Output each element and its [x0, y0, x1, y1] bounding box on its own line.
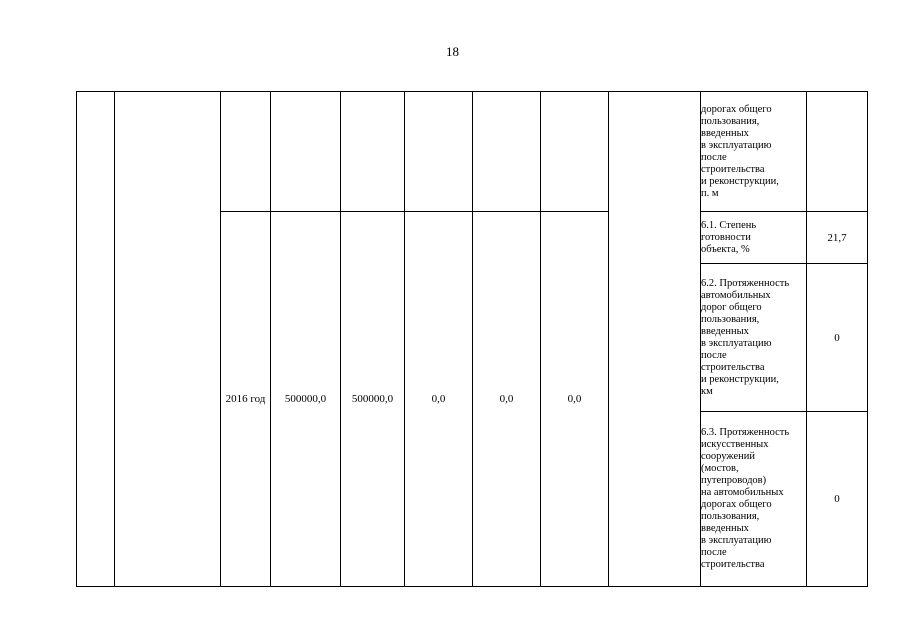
empty-amount-cell [473, 92, 541, 212]
indicator-text: 6.3. Протяженность искусственных сооружений (мостов, путепроводов) на автомобильных дорогах общего пользования, введенных в эксплуатацию после строительства [701, 412, 807, 587]
page-number: 18 [446, 44, 459, 59]
empty-amount-cell [341, 92, 405, 212]
empty-executor-cell [609, 92, 701, 587]
indicator-text: 6.2. Протяженность автомобильных дорог общего пользования, введенных в эксплуатацию после строительства и реконструкции, км [701, 264, 807, 412]
table-row [77, 92, 868, 212]
funding-source-cell: 0,0 [405, 212, 473, 587]
indicator-text: дорогах общего пользования, введенных в эксплуатацию после строительства и реконструкции, п. м [701, 92, 807, 212]
indicator-value: 0 [807, 264, 868, 412]
empty-number-cell [77, 92, 115, 587]
indicator-value: 0 [807, 412, 868, 587]
funding-source-cell: 500000,0 [341, 212, 405, 587]
empty-name-cell [115, 92, 221, 587]
indicator-value: 21,7 [807, 212, 868, 264]
program-table [76, 91, 868, 587]
funding-source-cell: 0,0 [541, 212, 609, 587]
total-funding-cell: 500000,0 [271, 212, 341, 587]
empty-amount-cell [405, 92, 473, 212]
indicator-value [807, 92, 868, 212]
empty-total-cell [271, 92, 341, 212]
empty-amount-cell [541, 92, 609, 212]
empty-period-cell [221, 92, 271, 212]
indicator-text: 6.1. Степень готовности объекта, % [701, 212, 807, 264]
funding-source-cell: 0,0 [473, 212, 541, 587]
period-cell: 2016 год [221, 212, 271, 587]
